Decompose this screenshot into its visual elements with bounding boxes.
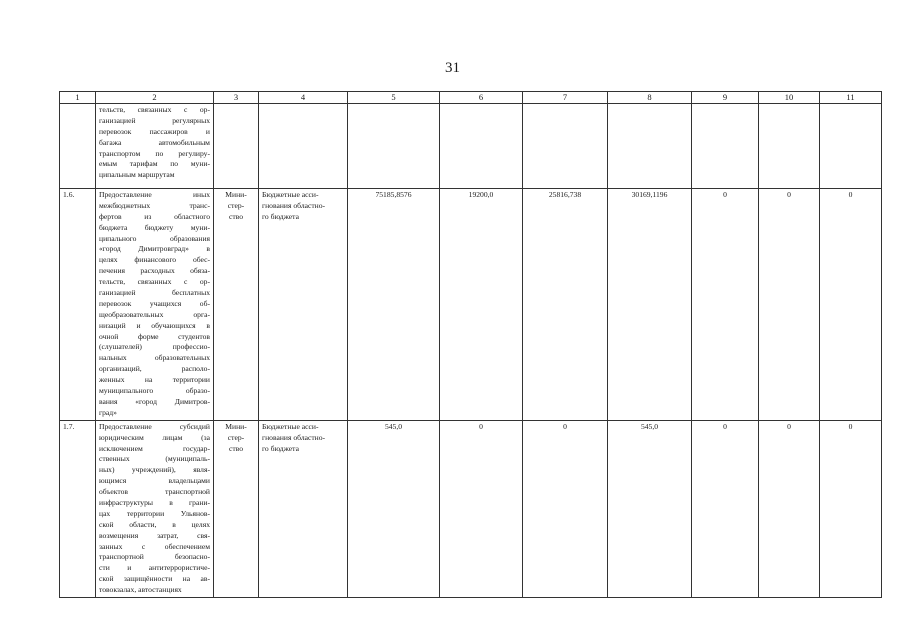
year-value: 0: [692, 420, 759, 597]
year-value: 0: [759, 189, 820, 421]
year-value: 0: [820, 420, 882, 597]
cell-line: целях финансового обес-: [99, 255, 210, 265]
year-value: 0: [820, 189, 882, 421]
cell-line: ципальным маршрутам: [99, 170, 175, 180]
column-header: 3: [214, 92, 259, 104]
column-header: 1: [60, 92, 96, 104]
cell-line: го бюджета: [262, 211, 299, 221]
cell-line: ской защищённости на ав-: [99, 574, 210, 584]
table-header-row: [60, 92, 882, 104]
cell-line: гнования областно-: [262, 432, 326, 442]
total-value: 545,0: [348, 420, 440, 597]
year-value: [820, 104, 882, 189]
column-header: 11: [820, 92, 882, 104]
column-header: 9: [692, 92, 759, 104]
total-value: 75185,8576: [348, 189, 440, 421]
cell-line: межбюджетных транс-: [99, 200, 210, 210]
cell-line: тельств, связанных с ор-: [99, 277, 210, 287]
cell-line: (слушателей) профессио-: [99, 342, 210, 352]
cell-line: ство: [228, 211, 244, 221]
year-value: [440, 104, 523, 189]
measure-name: [96, 104, 214, 189]
measure-name: [96, 420, 214, 597]
column-header: 6: [440, 92, 523, 104]
cell-line: товокзалах, автостанциях: [99, 585, 182, 595]
cell-line: перевозок пассажиров и: [99, 126, 210, 136]
year-value: 545,0: [608, 420, 692, 597]
cell-line: фертов из областного: [99, 211, 210, 221]
cell-line: печения расходных обяза-: [99, 266, 210, 276]
cell-line: ных) учреждений), явля-: [99, 465, 210, 475]
cell-line: ственных (муниципаль-: [99, 454, 210, 464]
cell-line: вания «город Димитров-: [99, 396, 210, 406]
year-value: [523, 104, 608, 189]
cell-line: «город Димитровград» в: [99, 244, 210, 254]
column-header: 10: [759, 92, 820, 104]
row-number: 1.7.: [60, 420, 96, 597]
cell-line: женных на территории: [99, 375, 210, 385]
total-value: [348, 104, 440, 189]
cell-line: го бюджета: [262, 443, 299, 453]
year-value: 19200,0: [440, 189, 523, 421]
column-header: 2: [96, 92, 214, 104]
cell-line: тельств, связанных с ор-: [99, 105, 210, 114]
cell-line: исключением государ-: [99, 443, 210, 453]
row-number: 1.6.: [60, 189, 96, 421]
cell-line: транспортной безопасно-: [99, 552, 210, 562]
cell-line: ганизацией бесплатных: [99, 288, 210, 298]
column-header: 4: [259, 92, 348, 104]
cell-line: очной форме студентов: [99, 331, 210, 341]
year-value: 30169,1196: [608, 189, 692, 421]
row-number: [60, 104, 96, 189]
cell-line: багажа автомобильным: [99, 137, 210, 147]
year-value: 0: [692, 189, 759, 421]
cell-line: низаций и обучающихся в: [99, 320, 210, 330]
table-row: [60, 104, 882, 189]
cell-line: транспортом по регулиру-: [99, 148, 210, 158]
cell-line: перевозок учащихся об-: [99, 298, 210, 308]
cell-line: инфраструктуры в грани-: [99, 497, 210, 507]
cell-line: муниципального образо-: [99, 386, 210, 396]
budget-table: [59, 91, 882, 598]
column-header: 5: [348, 92, 440, 104]
cell-line: возмещения затрат, свя-: [99, 530, 210, 540]
cell-line: стер-: [227, 432, 245, 442]
cell-line: организаций, располо-: [99, 364, 210, 374]
cell-line: емым тарифам по муни-: [99, 159, 210, 169]
cell-line: гнования областно-: [262, 200, 326, 210]
year-value: 0: [759, 420, 820, 597]
cell-line: ципального образования: [99, 233, 210, 243]
funding-source: [259, 420, 348, 597]
cell-line: щеобразовательных орга-: [99, 309, 210, 319]
cell-line: бюджета бюджету муни-: [99, 222, 210, 232]
cell-line: ющимся владельцами: [99, 476, 210, 486]
column-header: 8: [608, 92, 692, 104]
column-header: 7: [523, 92, 608, 104]
page-number: 31: [445, 60, 460, 76]
funding-source: [259, 104, 348, 189]
year-value: [759, 104, 820, 189]
year-value: 25816,738: [523, 189, 608, 421]
cell-line: Предоставление иных: [99, 190, 210, 199]
cell-line: Бюджетные асси-: [262, 190, 319, 199]
cell-line: объектов транспортной: [99, 487, 210, 497]
executor: [214, 189, 259, 421]
cell-line: стер-: [227, 200, 245, 210]
cell-line: сти и антитеррористиче-: [99, 563, 210, 573]
cell-line: юридическим лицам (за: [99, 432, 210, 442]
executor: [214, 420, 259, 597]
cell-line: занных с обеспечением: [99, 541, 210, 551]
cell-line: град»: [99, 407, 117, 417]
cell-line: Предоставление субсидий: [99, 421, 210, 431]
cell-line: цах территории Ульянов-: [99, 508, 210, 518]
cell-line: Мини-: [225, 421, 247, 431]
cell-line: Мини-: [225, 190, 247, 199]
cell-line: Бюджетные асси-: [262, 421, 319, 431]
executor: [214, 104, 259, 189]
table-row: [60, 189, 882, 421]
cell-line: ской области, в целях: [99, 519, 210, 529]
year-value: [692, 104, 759, 189]
year-value: 0: [440, 420, 523, 597]
year-value: 0: [523, 420, 608, 597]
funding-source: [259, 189, 348, 421]
table-row: [60, 420, 882, 597]
year-value: [608, 104, 692, 189]
cell-line: ство: [228, 443, 244, 453]
cell-line: нальных образовательных: [99, 353, 210, 363]
measure-name: [96, 189, 214, 421]
cell-line: ганизацией регулярных: [99, 115, 210, 125]
